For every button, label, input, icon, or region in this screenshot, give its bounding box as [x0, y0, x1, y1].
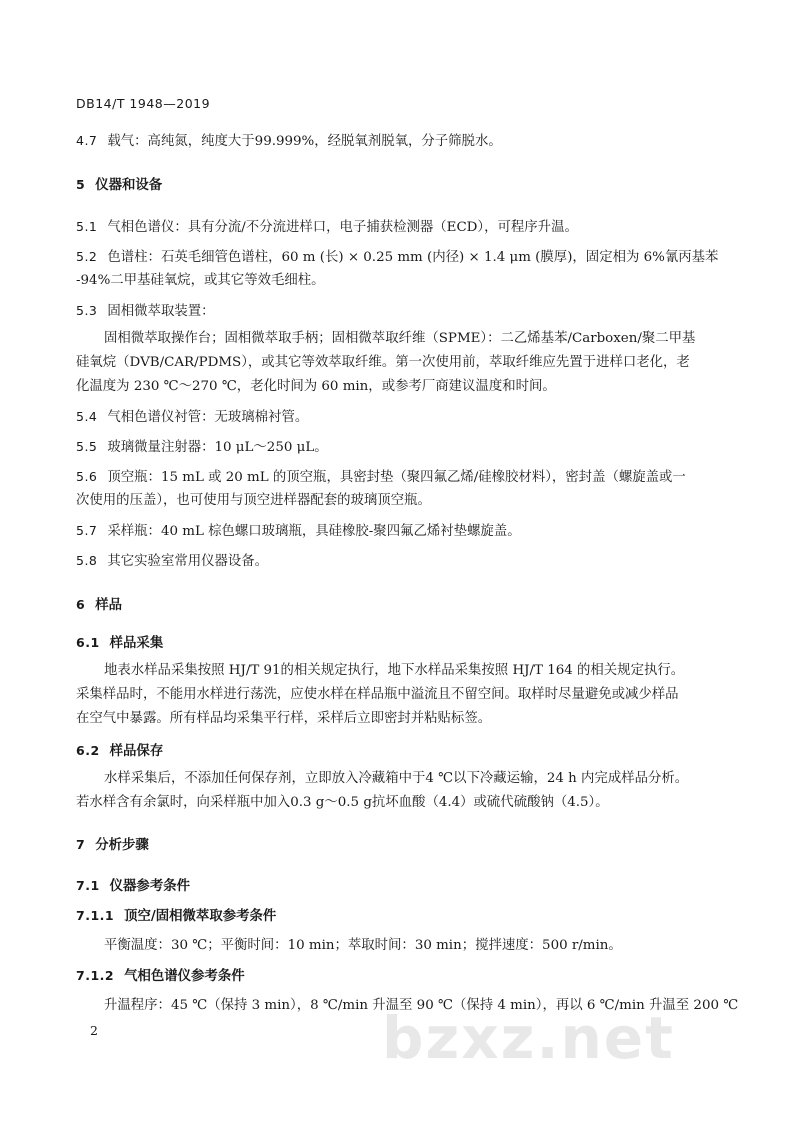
- paragraph-line: 采集样品时，不能用水样进行荡洗，应使水样在样品瓶中溢流且不留空间。取样时尽量避免或减少样品: [76, 687, 679, 702]
- clause-number: 5.2: [76, 249, 98, 264]
- clause-number: 5.8: [76, 553, 98, 568]
- section-title: 样品: [95, 598, 122, 613]
- paragraph-line: 化温度为 230 ℃～270 ℃，老化时间为 60 min，或参考厂商建议温度和时间。: [76, 379, 556, 394]
- clause-number: 5.4: [76, 409, 98, 424]
- clause-5-8: [76, 551, 724, 572]
- clause-number: 7.1.1: [76, 908, 115, 923]
- section-7-heading: [76, 835, 724, 856]
- paragraph-line: 地表水样品采集按照 HJ/T 91的相关规定执行，地下水样品采集按照 HJ/T 164 的相关规定执行。: [104, 663, 685, 678]
- clause-text: 采样瓶：40 mL 棕色螺口玻璃瓶，具硅橡胶-聚四氟乙烯衬垫螺旋盖。: [107, 524, 521, 539]
- clause-5-1: [76, 217, 724, 238]
- section-number: 6: [76, 597, 86, 612]
- clause-5-5: [76, 437, 724, 458]
- paragraph-line: 平衡温度：30 ℃；平衡时间：10 min；萃取时间：30 min；搅拌速度：500 r/min。: [104, 938, 622, 953]
- paragraph-line: 若水样含有余氯时，向采样瓶中加入0.3 g～0.5 g抗坏血酸（4.4）或硫代硫酸钠（4.5）。: [76, 795, 609, 810]
- clause-text: 顶空瓶：15 mL 或 20 mL 的顶空瓶，具密封垫（聚四氟乙烯/硅橡胶材料），密封盖（螺旋盖或一: [107, 470, 686, 485]
- clause-5-6: [76, 467, 724, 488]
- paragraph-line: 水样采集后，不添加任何保存剂，立即放入冷藏箱中于4 ℃以下冷藏运输，24 h 内完成样品分析。: [104, 771, 689, 786]
- clause-number: 5.7: [76, 523, 98, 538]
- clause-5-3: [76, 301, 724, 322]
- clause-text: 其它实验室常用仪器设备。: [107, 554, 269, 569]
- clause-number: 6.1: [76, 635, 100, 650]
- paragraph-line: 固相微萃取操作台；固相微萃取手柄；固相微萃取纤维（SPME）：二乙烯基苯/Carboxen/聚二甲基: [104, 331, 696, 346]
- clause-5-6-continuation: 次使用的压盖），也可使用与顶空进样器配套的玻璃顶空瓶。: [76, 493, 431, 508]
- section-5-heading: [76, 175, 724, 196]
- clause-number: 7.1.2: [76, 968, 115, 983]
- document-code: DB14/T 1948—2019: [76, 96, 211, 111]
- section-6-heading: [76, 595, 724, 616]
- clause-title: 顶空/固相微萃取参考条件: [124, 909, 277, 924]
- clause-number: 5.3: [76, 303, 98, 318]
- paragraph-line: 硅氧烷（DVB/CAR/PDMS），或其它等效萃取纤维。第一次使用前，萃取纤维应先置于进样口老化，老: [76, 355, 690, 370]
- section-title: 仪器和设备: [95, 178, 163, 193]
- section-title: 分析步骤: [95, 838, 149, 853]
- clause-6-2-heading: [76, 741, 724, 762]
- clause-number: 7.1: [76, 878, 100, 893]
- section-number: 5: [76, 177, 86, 192]
- paragraph-line: 升温程序：45 ℃（保持 3 min），8 ℃/min 升温至 90 ℃（保持 4 min），再以 6 ℃/min 升温至 200 ℃: [104, 998, 739, 1013]
- clause-7-1-1-heading: [76, 906, 724, 927]
- clause-text: 气相色谱仪衬管：无玻璃棉衬管。: [107, 410, 309, 425]
- clause-title: 样品保存: [109, 744, 164, 759]
- page-number: 2: [90, 1023, 98, 1038]
- clause-number: 5.1: [76, 219, 98, 234]
- clause-text: 固相微萃取装置：: [107, 304, 215, 319]
- clause-text: 载气：高纯氮，纯度大于99.999%，经脱氧剂脱氧，分子筛脱水。: [107, 134, 502, 149]
- clause-number: 5.6: [76, 469, 98, 484]
- section-number: 7: [76, 837, 86, 852]
- clause-text: 气相色谱仪：具有分流/不分流进样口，电子捕获检测器（ECD），可程序升温。: [107, 220, 578, 235]
- clause-title: 样品采集: [109, 636, 164, 651]
- clause-5-2: [76, 247, 724, 268]
- paragraph-line: 在空气中暴露。所有样品均采集平行样，采样后立即密封并粘贴标签。: [76, 711, 492, 726]
- clause-7-1-2-heading: [76, 966, 724, 987]
- clause-4-7: [76, 131, 724, 152]
- clause-6-1-heading: [76, 633, 724, 654]
- clause-text: 玻璃微量注射器：10 μL～250 μL。: [107, 440, 328, 455]
- clause-text: 色谱柱：石英毛细管色谱柱，60 m (长) × 0.25 mm (内径) × 1.4 μm (膜厚)，固定相为 6%氰丙基苯: [107, 250, 719, 265]
- clause-title: 气相色谱仪参考条件: [124, 969, 245, 984]
- clause-number: 5.5: [76, 439, 98, 454]
- clause-7-1-heading: [76, 876, 724, 897]
- watermark: bzxz.net: [382, 1004, 675, 1072]
- clause-5-4: [76, 407, 724, 428]
- clause-title: 仪器参考条件: [109, 879, 190, 894]
- clause-number: 6.2: [76, 743, 100, 758]
- clause-5-7: [76, 521, 724, 542]
- clause-number: 4.7: [76, 133, 98, 148]
- clause-5-2-continuation: -94%二甲基硅氧烷，或其它等效毛细柱。: [76, 273, 325, 288]
